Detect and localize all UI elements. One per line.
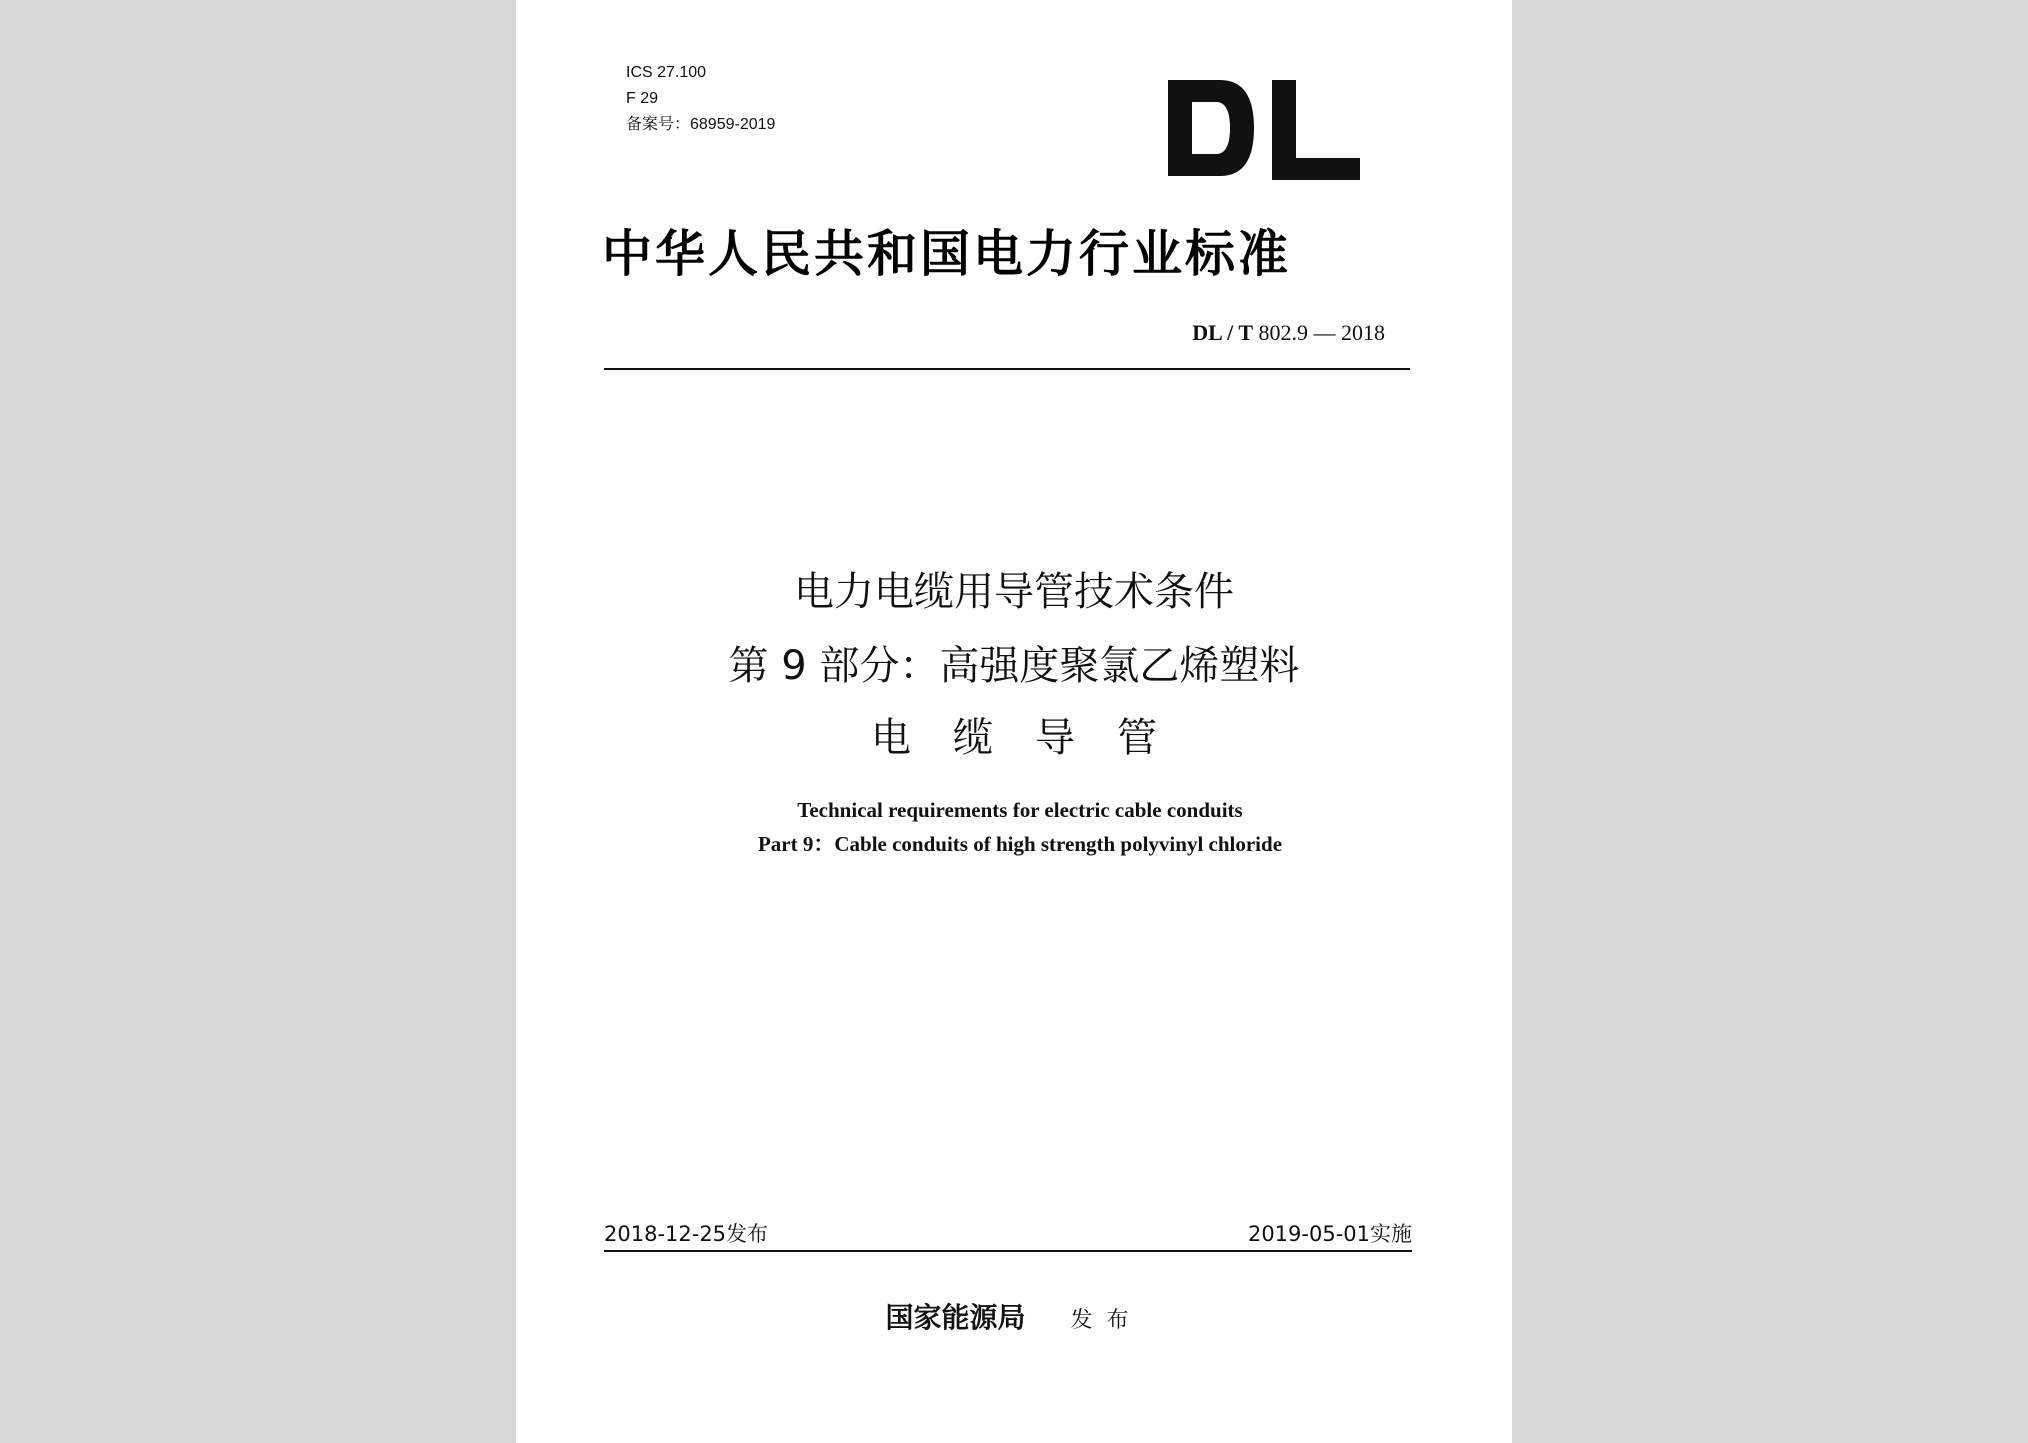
- classification-block: [626, 60, 775, 138]
- header-divider: [604, 368, 1410, 370]
- standard-number-prefix: DL / T: [1192, 320, 1253, 345]
- title-en-line2: Part 9：Cable conduits of high strength polyvinyl chloride: [757, 832, 1283, 856]
- dl-logo-graphic: [1168, 76, 1368, 186]
- title-cn-line3: 电缆导管: [871, 715, 1199, 761]
- ics-code: ICS 27.100: [626, 64, 707, 81]
- standard-number: [1192, 320, 1385, 346]
- dl-logo: [1168, 76, 1368, 186]
- standard-number-value: 802.9 — 2018: [1258, 320, 1385, 345]
- standard-category-title: 中华人民共和国电力行业标准: [602, 224, 1291, 283]
- title-cn-line2: 第 9 部分：高强度聚氯乙烯塑料: [728, 643, 1300, 689]
- document-page: [516, 0, 1512, 1443]
- record-number: 备案号：68959-2019: [626, 116, 776, 133]
- implementation-date: 2019-05-01实施: [1247, 1222, 1412, 1246]
- footer-divider: [604, 1250, 1412, 1252]
- publisher-line: [516, 1296, 1512, 1336]
- classification-code: F 29: [626, 90, 659, 107]
- title-en-line1: Technical requirements for electric cable conduits: [797, 798, 1243, 822]
- issue-date: 2018-12-25发布: [604, 1222, 769, 1246]
- publisher-organization: 国家能源局: [885, 1301, 1026, 1334]
- title-cn-line1: 电力电缆用导管技术条件: [794, 569, 1234, 615]
- publisher-action: 发布: [1070, 1308, 1143, 1333]
